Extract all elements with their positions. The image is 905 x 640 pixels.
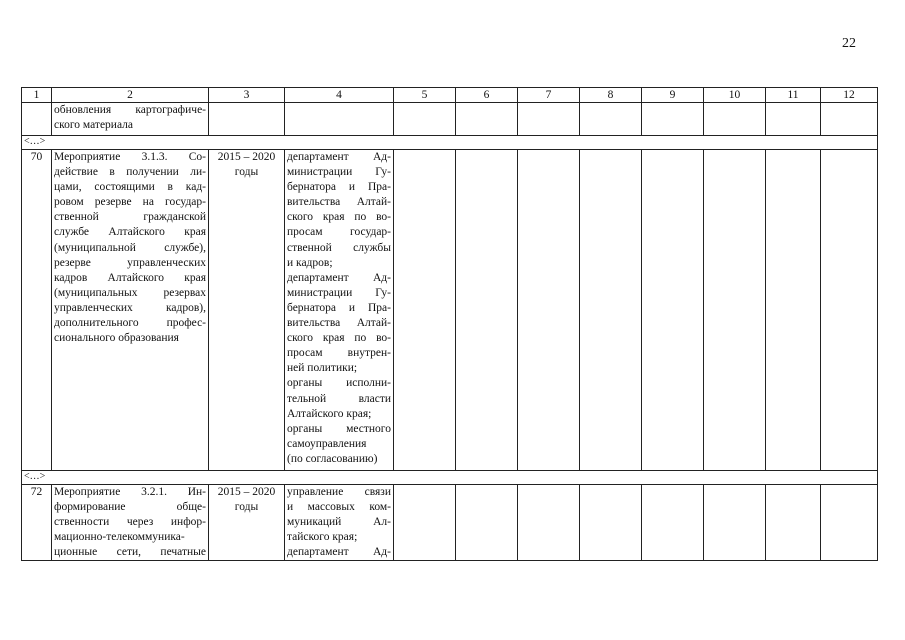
period-line: годы	[234, 166, 259, 179]
cont-cell	[642, 103, 704, 136]
col-header-8: 8	[580, 88, 642, 103]
executor-line: министрации Гу-	[287, 286, 391, 299]
period-line: годы	[234, 501, 259, 514]
cont-cell	[456, 103, 518, 136]
col-header-2: 2	[52, 88, 209, 103]
col-header-11: 11	[766, 88, 821, 103]
value-cell	[580, 150, 642, 471]
value-cell	[766, 485, 821, 561]
executor-line: органы исполни-	[287, 377, 391, 390]
omission-marker: <…>	[22, 471, 878, 485]
description-line: сионального образования	[54, 332, 179, 345]
description-line: резерве управленческих	[54, 256, 206, 269]
cont-cell	[518, 103, 580, 136]
executor-line: ней политики;	[287, 362, 358, 375]
page-number: 22	[842, 36, 856, 51]
value-cell	[642, 150, 704, 471]
executor-line: департамент Ад-	[287, 271, 391, 284]
description-line: (муниципальной службе),	[54, 241, 206, 254]
omission-row-2	[22, 471, 878, 485]
description-line: управленческих кадров),	[54, 301, 206, 314]
value-cell	[456, 485, 518, 561]
cont-num-cell	[22, 103, 52, 136]
cont-cell	[821, 103, 878, 136]
executor-line: и массовых ком-	[287, 501, 391, 514]
value-cell	[518, 485, 580, 561]
col-header-5: 5	[394, 88, 456, 103]
value-cell	[394, 485, 456, 561]
value-cell	[821, 150, 878, 471]
value-cell	[394, 150, 456, 471]
description-line: Мероприятие 3.1.3. Со-	[54, 151, 206, 163]
executor-line: министрации Гу-	[287, 166, 391, 179]
description-line: дополнительного профес-	[54, 317, 206, 330]
row-number-cell: 72	[22, 485, 52, 561]
omission-row-1	[22, 136, 878, 150]
col-header-4: 4	[285, 88, 394, 103]
cont-description-cell	[52, 103, 209, 136]
description-line: (муниципальных резервах	[54, 286, 206, 299]
executor-line: тельной власти	[287, 392, 391, 405]
executor-line: управление связи	[287, 486, 391, 498]
period-cell	[209, 485, 285, 561]
value-cell	[704, 485, 766, 561]
executor-line: ского края по во-	[287, 332, 391, 345]
description-cell	[52, 485, 209, 561]
row-number-cell: 70	[22, 150, 52, 471]
executor-line: и кадров;	[287, 256, 333, 269]
col-header-9: 9	[642, 88, 704, 103]
description-line: ционные сети, печатные	[54, 546, 206, 559]
description-line: формирование обще-	[54, 501, 206, 514]
value-cell	[821, 485, 878, 561]
col-header-10: 10	[704, 88, 766, 103]
omission-marker: <…>	[22, 136, 878, 150]
executor-line: муникаций Ал-	[287, 516, 391, 529]
executor-line: тайского края;	[287, 531, 358, 544]
executor-line: ственной службы	[287, 241, 391, 254]
value-cell	[580, 485, 642, 561]
cont-cell	[209, 103, 285, 136]
col-header-7: 7	[518, 88, 580, 103]
value-cell	[456, 150, 518, 471]
executor-line: вительства Алтай-	[287, 196, 391, 209]
column-number-header-row	[22, 88, 878, 103]
executor-cell	[285, 485, 394, 561]
cont-description-line: обновления картографиче-	[54, 104, 206, 116]
executor-line: просам внутрен-	[287, 347, 391, 360]
col-header-6: 6	[456, 88, 518, 103]
executor-line: органы местного	[287, 422, 391, 435]
cont-cell	[394, 103, 456, 136]
value-cell	[704, 150, 766, 471]
description-line: Мероприятие 3.2.1. Ин-	[54, 486, 206, 498]
description-line: кадров Алтайского края	[54, 271, 206, 284]
period-cell	[209, 150, 285, 471]
cont-cell	[704, 103, 766, 136]
executor-line: ского края по во-	[287, 211, 391, 224]
col-header-1: 1	[22, 88, 52, 103]
description-line: действие в получении ли-	[54, 166, 206, 179]
cont-description-line: ского материала	[54, 119, 134, 132]
continuation-row	[22, 103, 878, 136]
executor-line: (по согласованию)	[287, 452, 378, 465]
table-row-72	[22, 485, 878, 561]
executor-line: бернатора и Пра-	[287, 301, 391, 314]
cont-cell	[766, 103, 821, 136]
description-line: мационно-телекоммуника-	[54, 531, 185, 544]
description-line: ственной гражданской	[54, 211, 206, 224]
executor-line: бернатора и Пра-	[287, 181, 391, 194]
value-cell	[642, 485, 704, 561]
executor-line: вительства Алтай-	[287, 317, 391, 330]
executor-line: просам государ-	[287, 226, 391, 239]
description-line: службе Алтайского края	[54, 226, 206, 239]
description-line: ровом резерве на государ-	[54, 196, 206, 209]
cont-cell	[580, 103, 642, 136]
col-header-12: 12	[821, 88, 878, 103]
executor-line: департамент Ад-	[287, 151, 391, 163]
executor-cell	[285, 150, 394, 471]
executor-line: самоуправления	[287, 437, 367, 450]
value-cell	[518, 150, 580, 471]
program-table	[21, 87, 878, 561]
col-header-3: 3	[209, 88, 285, 103]
executor-line: Алтайского края;	[287, 407, 372, 420]
table-row-70	[22, 150, 878, 471]
period-line: 2015 – 2020	[217, 151, 276, 163]
value-cell	[766, 150, 821, 471]
executor-line: департамент Ад-	[287, 546, 391, 559]
cont-cell	[285, 103, 394, 136]
period-line: 2015 – 2020	[217, 486, 276, 498]
description-line: ственности через инфор-	[54, 516, 206, 529]
description-line: цами, состоящими в кад-	[54, 181, 206, 194]
description-cell	[52, 150, 209, 471]
